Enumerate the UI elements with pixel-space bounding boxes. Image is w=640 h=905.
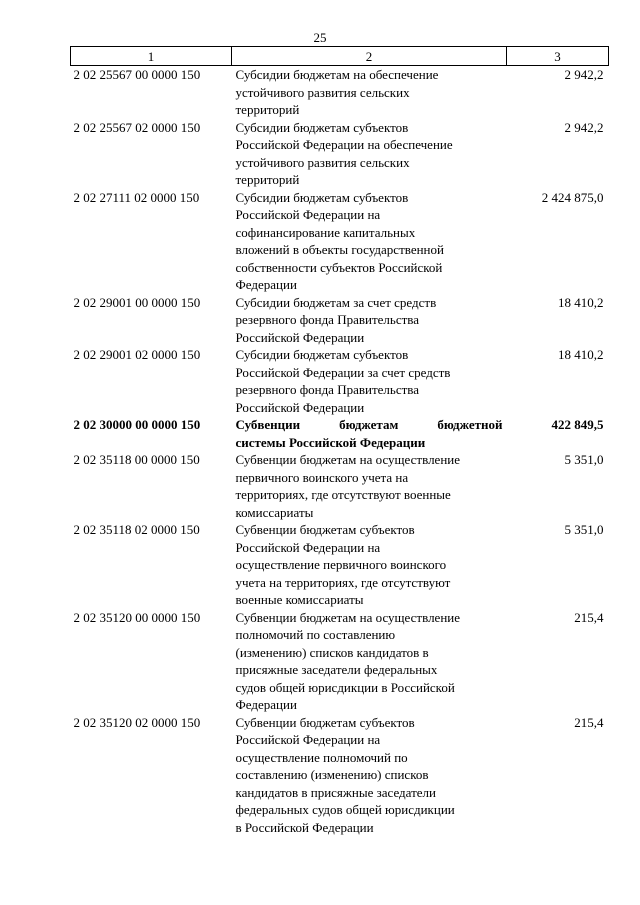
budget-code: 2 02 25567 00 0000 150 [73,67,201,82]
budget-code: 2 02 30000 00 0000 150 [73,417,201,432]
budget-code: 2 02 29001 02 0000 150 [73,347,201,362]
revenue-name-line: присяжные заседатели федеральных [235,662,438,677]
revenue-name-line: территорий [235,172,300,187]
amount: 2 942,2 [564,119,604,135]
budget-code: 2 02 27111 02 0000 150 [73,189,200,205]
revenue-name [232,189,507,294]
budget-code: 2 02 29001 00 0000 150 [73,294,201,310]
amount: 215,4 [574,609,604,625]
table-row [71,66,609,119]
revenue-name-line: в Российской Федерации [235,819,374,835]
table-row [71,346,609,416]
header-col-1: 1 [71,47,232,66]
table-header [71,47,609,66]
revenue-name-line: системы Российской Федерации [235,434,426,450]
revenue-name-line: Субсидии бюджетам за счет средств [235,294,437,310]
revenue-name-line: Субсидии бюджетам субъектов [235,347,409,362]
revenue-name [232,119,507,189]
table-row [71,119,609,189]
table-row [71,609,609,714]
amount: 18 410,2 [558,347,604,362]
amount: 2 942,2 [564,67,604,82]
revenue-name-line: устойчивого развития сельских [235,154,410,170]
revenue-name-line: учета на территориях, где отсутствуют [235,574,451,590]
revenue-name-line: Субсидии бюджетам на обеспечение [235,67,439,82]
revenue-name-line: устойчивого развития сельских [235,84,410,100]
revenue-name-line: Федерации [235,277,297,292]
amount: 5 351,0 [564,452,604,467]
table-row [71,189,609,294]
page-number: 25 [313,30,327,45]
revenue-name-line: первичного воинского учета на [235,469,409,485]
budget-code: 2 02 25567 02 0000 150 [73,119,201,135]
budget-code: 2 02 35120 00 0000 150 [73,609,201,625]
budget-code: 2 02 35118 02 0000 150 [73,522,200,537]
revenue-name-line: осуществление полномочий по [235,749,408,765]
revenue-name-line: резервного фонда Правительства [235,382,420,397]
header-row [71,47,609,66]
revenue-name-line: Российской Федерации [235,399,365,415]
revenue-name-line: Субсидии бюджетам субъектов [235,189,409,205]
amount: 422 849,5 [551,417,604,432]
budget-table [70,46,609,836]
table-body [71,66,609,837]
revenue-name-line: Федерации [235,697,297,712]
revenue-name-line: Субвенции бюджетам на осуществление [235,609,461,625]
revenue-name [232,66,507,119]
revenue-name [232,451,507,521]
budget-code: 2 02 35118 00 0000 150 [73,452,200,467]
revenue-name-line: судов общей юрисдикции в Российской [235,679,455,695]
budget-code: 2 02 35120 02 0000 150 [73,714,201,730]
amount: 215,4 [574,714,604,730]
table-row [71,416,609,451]
table-row [71,714,609,837]
revenue-name-line: софинансирование капитальных [235,224,416,240]
header-col-3: 3 [507,47,609,66]
revenue-name-line: военные комиссариаты [235,592,364,607]
revenue-name-line: Субсидии бюджетам субъектов [235,119,409,135]
revenue-name-line: территорий [235,102,300,117]
header-col-2: 2 [232,47,507,66]
revenue-name-line: Российской Федерации [235,329,365,345]
revenue-name-line: (изменению) списков кандидатов в [235,644,429,660]
revenue-name-line: резервного фонда Правительства [235,312,420,327]
revenue-name-line: Субвенции бюджетам на осуществление [235,452,461,467]
revenue-name-line: Субвенции бюджетам бюджетной [235,417,503,432]
revenue-name [232,346,507,416]
table-row [71,294,609,347]
revenue-name-line: Российской Федерации на обеспечение [235,137,453,152]
revenue-name-line: собственности субъектов Российской [235,259,443,275]
amount: 5 351,0 [564,522,604,537]
revenue-name-line: Российской Федерации на [235,207,381,222]
revenue-name-line: кандидатов в присяжные заседатели [235,784,436,800]
table-row [71,451,609,521]
revenue-name-line: Российской Федерации за счет средств [235,364,451,380]
revenue-name [232,521,507,609]
table-row [71,521,609,609]
revenue-name [232,416,507,451]
revenue-name-line: комиссариаты [235,504,314,520]
revenue-name-line: Субвенции бюджетам субъектов [235,714,415,730]
revenue-name-line: составлению (изменению) списков [235,767,429,782]
revenue-name [232,714,507,837]
revenue-name-line: полномочий по составлению [235,627,396,642]
revenue-name-line: осуществление первичного воинского [235,557,447,572]
revenue-name [232,609,507,714]
revenue-name-line: Субвенции бюджетам субъектов [235,522,415,537]
revenue-name-line: Российской Федерации на [235,732,381,747]
amount: 2 424 875,0 [541,189,604,205]
revenue-name-line: федеральных судов общей юрисдикции [235,802,455,817]
revenue-name-line: территориях, где отсутствуют военные [235,487,451,502]
revenue-name [232,294,507,347]
revenue-name-line: Российской Федерации на [235,539,381,555]
revenue-name-line: вложений в объекты государственной [235,242,444,257]
amount: 18 410,2 [558,294,604,310]
